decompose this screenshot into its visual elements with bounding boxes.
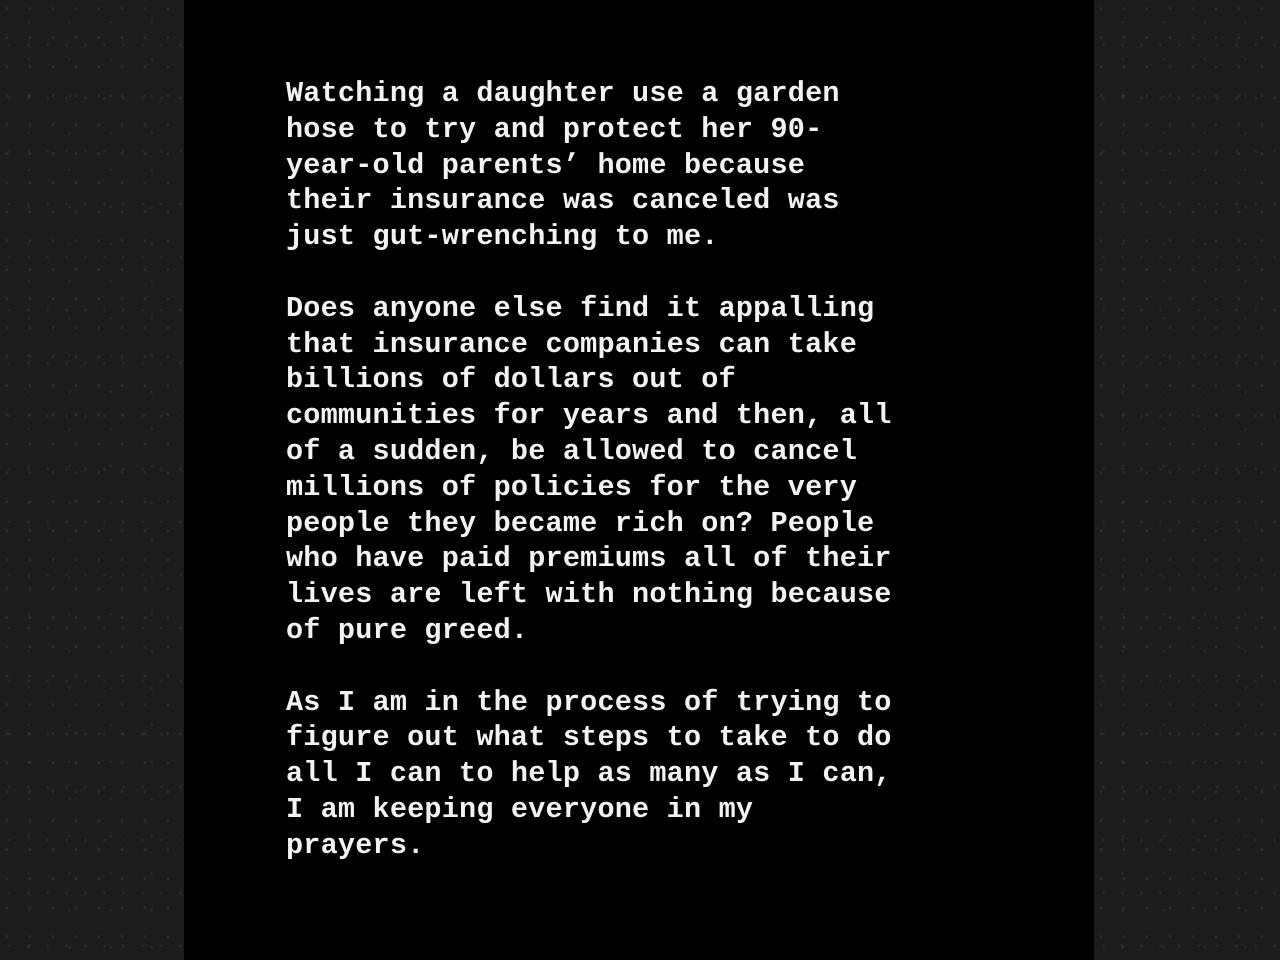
paragraph-1: Watching a daughter use a garden hose to try and protect her 90- year-old parents’ home because their insurance was canceled was just gut-wrenching to me. <box>286 77 840 254</box>
statement-card <box>184 0 1094 960</box>
right-textured-panel <box>1094 0 1280 960</box>
paragraph-3: As I am in the process of trying to figure out what steps to take to do all I can to help as many as I can, I am keeping everyone in my prayers. <box>286 685 892 862</box>
statement-text <box>286 76 986 899</box>
paragraph-2: Does anyone else find it appalling that insurance companies can take billions of dollars out of communities for years and then, all of a sudden, be allowed to cancel millions of policies for the very people they became rich on? People who have paid premiums all of their lives are left with nothing because of pure greed. <box>286 291 892 647</box>
left-textured-panel <box>0 0 184 960</box>
